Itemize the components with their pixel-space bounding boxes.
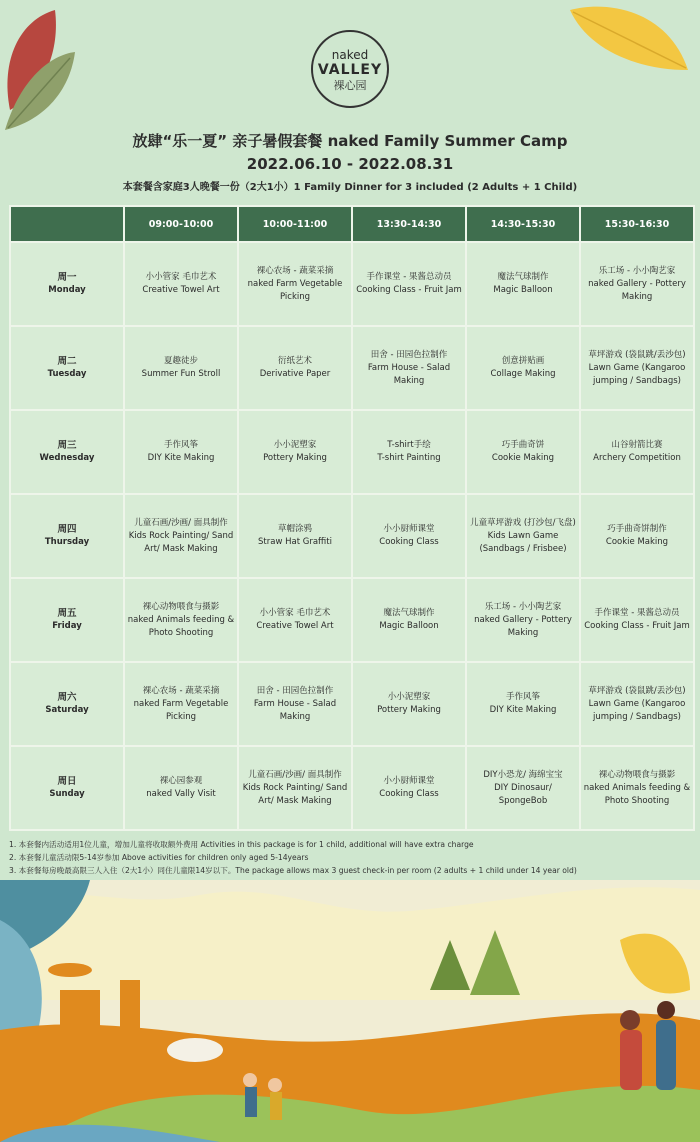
day-name-cn: 周四 — [57, 524, 77, 535]
time-slot-header: 14:30-15:30 — [466, 206, 580, 242]
schedule-row — [10, 326, 694, 410]
day-name-cn: 周二 — [57, 356, 77, 367]
header-corner-cell — [10, 206, 124, 242]
activity-cell — [466, 578, 580, 662]
day-cell — [10, 494, 124, 578]
activity-name-cn: 小小泥塑家 — [387, 692, 431, 702]
leaf-decoration-left — [0, 0, 90, 140]
activity-cell — [580, 326, 694, 410]
activity-name-en: Kids Lawn Game (Sandbags / Frisbee) — [479, 530, 567, 554]
day-cell — [10, 746, 124, 830]
time-slot-header: 10:00-11:00 — [238, 206, 352, 242]
activity-cell — [238, 242, 352, 326]
activity-cell — [352, 746, 466, 830]
activity-cell — [580, 578, 694, 662]
activity-name-en: naked Animals feeding & Photo Shooting — [127, 614, 235, 638]
activity-cell — [580, 410, 694, 494]
activity-name-cn: 夏趣徒步 — [163, 356, 198, 366]
activity-name-cn: DIY小恐龙/ 海绵宝宝 — [483, 769, 563, 780]
day-name-en: Thursday — [44, 537, 90, 547]
summer-camp-illustration — [0, 880, 700, 1142]
activity-name-en: Cookie Making — [491, 453, 555, 463]
activity-cell — [466, 746, 580, 830]
activity-name-cn: 儿童草坪游戏 (打沙包/飞盘) — [470, 517, 576, 528]
activity-name-en: Kids Rock Painting/ Sand Art/ Mask Making — [128, 530, 234, 554]
activity-name-cn: 手作课堂 - 果酱总动员 — [594, 608, 680, 618]
activity-name-en: Straw Hat Graffiti — [258, 537, 332, 547]
activity-cell — [238, 578, 352, 662]
activity-cell — [352, 578, 466, 662]
activity-name-en: naked Animals feeding & Photo Shooting — [583, 782, 691, 806]
schedule-row — [10, 410, 694, 494]
day-name-en: Sunday — [49, 789, 85, 799]
activity-name-cn: 田舍 - 田园色拉制作 — [370, 349, 448, 360]
day-name-en: Saturday — [45, 705, 89, 715]
activity-cell — [238, 326, 352, 410]
activity-cell — [466, 662, 580, 746]
time-slot-header: 09:00-10:00 — [124, 206, 238, 242]
activity-name-en: naked Vally Visit — [146, 789, 216, 799]
activity-cell — [466, 326, 580, 410]
activity-cell — [124, 494, 238, 578]
activity-name-en: Kids Rock Painting/ Sand Art/ Mask Making — [242, 782, 348, 806]
footnote: 2. 本套餐儿童活动限5-14岁参加 Above activities for children only aged 5-14years — [9, 853, 309, 862]
activity-name-en: Cooking Class - Fruit Jam — [584, 621, 690, 631]
schedule-row — [10, 746, 694, 830]
activity-cell — [580, 746, 694, 830]
activity-name-en: Cooking Class — [379, 789, 439, 799]
activity-cell — [466, 242, 580, 326]
activity-name-cn: 巧手曲奇饼 — [501, 440, 545, 450]
activity-name-cn: 手作风筝 — [505, 692, 540, 702]
activity-name-en: T-shirt Painting — [377, 453, 441, 463]
activity-name-en: naked Gallery - Pottery Making — [474, 614, 572, 638]
schedule-row — [10, 578, 694, 662]
activity-name-cn: 衍纸艺术 — [277, 356, 312, 366]
activity-name-en: Cooking Class — [379, 537, 439, 547]
activity-name-cn: 裸心园参观 — [159, 776, 203, 786]
day-name-en: Wednesday — [39, 453, 95, 463]
activity-name-en: DIY Dinosaur/ SpongeBob — [494, 782, 552, 806]
activity-name-en: Pottery Making — [263, 453, 327, 463]
activity-name-en: naked Gallery - Pottery Making — [588, 278, 686, 302]
leaf-decoration-right — [568, 0, 700, 80]
day-cell — [10, 326, 124, 410]
activity-cell — [352, 662, 466, 746]
schedule-row — [10, 494, 694, 578]
activity-cell — [238, 746, 352, 830]
activity-name-en: Derivative Paper — [259, 369, 331, 379]
activity-name-cn: T-shirt手绘 — [387, 440, 431, 450]
activity-name-en: Magic Balloon — [379, 621, 439, 631]
day-name-cn: 周一 — [57, 272, 77, 283]
activity-name-cn: 儿童石画/沙画/ 面具制作 — [134, 517, 228, 528]
day-name-en: Friday — [52, 621, 82, 631]
day-name-cn: 周六 — [57, 692, 77, 703]
activity-name-en: Farm House - Salad Making — [253, 698, 337, 722]
schedule-table — [9, 205, 695, 831]
activity-name-cn: 山谷射箭比赛 — [611, 440, 663, 450]
footnote: 1. 本套餐内活动适用1位儿童，增加儿童将收取额外费用 Activities in this package is for 1 child, additional will have extra charge — [9, 840, 474, 849]
day-cell — [10, 410, 124, 494]
activity-cell — [124, 326, 238, 410]
activity-cell — [238, 494, 352, 578]
activity-cell — [466, 494, 580, 578]
activity-name-en: Farm House - Salad Making — [367, 362, 451, 386]
activity-cell — [124, 578, 238, 662]
activity-name-cn: 小小管家 毛巾艺术 — [145, 272, 217, 282]
activity-name-en: DIY Kite Making — [147, 453, 215, 463]
time-slot-header: 13:30-14:30 — [352, 206, 466, 242]
activity-name-cn: 手作课堂 - 果酱总动员 — [366, 272, 452, 282]
activity-cell — [352, 494, 466, 578]
activity-name-cn: 手作风筝 — [163, 440, 198, 450]
page-title: 放肆“乐一夏” 亲子暑假套餐 naked Family Summer Camp — [132, 132, 568, 150]
activity-name-cn: 草坪游戏 (袋鼠跳/丢沙包) — [588, 685, 686, 696]
activity-cell — [580, 494, 694, 578]
activity-name-cn: 田舍 - 田园色拉制作 — [256, 685, 334, 696]
activity-cell — [124, 242, 238, 326]
package-subtitle: 本套餐含家庭3人晚餐一份（2大1小）1 Family Dinner for 3 included (2 Adults + 1 Child) — [122, 182, 578, 193]
activity-name-cn: 巧手曲奇饼制作 — [607, 524, 667, 534]
activity-cell — [580, 242, 694, 326]
time-slot-header: 15:30-16:30 — [580, 206, 694, 242]
activity-name-en: naked Farm Vegetable Picking — [247, 278, 343, 302]
activity-name-cn: 创意拼贴画 — [501, 356, 545, 366]
naked-valley-logo: naked VALLEY 裸心园 — [311, 30, 389, 108]
day-name-cn: 周日 — [57, 776, 77, 787]
activity-name-en: Creative Towel Art — [256, 621, 334, 631]
day-name-en: Tuesday — [47, 369, 87, 379]
activity-cell — [580, 662, 694, 746]
day-cell — [10, 242, 124, 326]
activity-name-en: Archery Competition — [593, 453, 681, 463]
activity-name-en: Lawn Game (Kangaroo jumping / Sandbags) — [588, 362, 686, 386]
activity-cell — [124, 662, 238, 746]
activity-name-cn: 乐工场 - 小小陶艺家 — [598, 265, 676, 276]
date-range: 2022.06.10 - 2022.08.31 — [246, 155, 454, 173]
activity-name-en: Creative Towel Art — [142, 285, 220, 295]
activity-name-en: Collage Making — [490, 369, 556, 379]
footnotes — [9, 838, 693, 877]
activity-name-cn: 小小泥塑家 — [273, 440, 317, 450]
activity-name-cn: 魔法气球制作 — [497, 272, 549, 282]
activity-name-cn: 小小厨师课堂 — [383, 776, 435, 786]
day-name-cn: 周五 — [57, 608, 77, 619]
schedule-row — [10, 242, 694, 326]
activity-cell — [238, 410, 352, 494]
activity-name-cn: 裸心农场 - 蔬菜采摘 — [142, 685, 220, 696]
activity-name-cn: 草坪游戏 (袋鼠跳/丢沙包) — [588, 349, 686, 360]
day-name-en: Monday — [48, 285, 86, 295]
activity-name-cn: 乐工场 - 小小陶艺家 — [484, 601, 562, 612]
activity-cell — [352, 242, 466, 326]
activity-name-en: Magic Balloon — [493, 285, 553, 295]
activity-cell — [124, 410, 238, 494]
day-name-cn: 周三 — [57, 440, 77, 451]
activity-name-cn: 裸心动物喂食与摄影 — [142, 601, 220, 612]
schedule-row — [10, 662, 694, 746]
activity-name-cn: 儿童石画/沙画/ 面具制作 — [248, 769, 342, 780]
activity-name-cn: 小小管家 毛巾艺术 — [259, 608, 331, 618]
day-cell — [10, 578, 124, 662]
activity-name-en: Cookie Making — [605, 537, 669, 547]
activity-cell — [352, 410, 466, 494]
activity-name-en: Lawn Game (Kangaroo jumping / Sandbags) — [588, 698, 686, 722]
activity-cell — [124, 746, 238, 830]
activity-name-en: Summer Fun Stroll — [141, 369, 221, 379]
activity-cell — [238, 662, 352, 746]
activity-name-en: Pottery Making — [377, 705, 441, 715]
activity-cell — [466, 410, 580, 494]
day-cell — [10, 662, 124, 746]
footnote: 3. 本套餐每房晚最高限三人入住（2大1小）同住儿童限14岁以下。The package allows max 3 guest check-in per room (2 adults + 1 child under 14 year old) — [9, 866, 577, 875]
activity-name-en: Cooking Class - Fruit Jam — [356, 285, 462, 295]
activity-name-en: DIY Kite Making — [489, 705, 557, 715]
activity-name-cn: 魔法气球制作 — [383, 608, 435, 618]
activity-name-en: naked Farm Vegetable Picking — [133, 698, 229, 722]
activity-name-cn: 小小厨师课堂 — [383, 524, 435, 534]
schedule-header-row — [10, 206, 694, 242]
activity-name-cn: 草帽涂鸦 — [277, 524, 312, 534]
activity-name-cn: 裸心农场 - 蔬菜采摘 — [256, 265, 334, 276]
activity-name-cn: 裸心动物喂食与摄影 — [598, 769, 676, 780]
activity-cell — [352, 326, 466, 410]
